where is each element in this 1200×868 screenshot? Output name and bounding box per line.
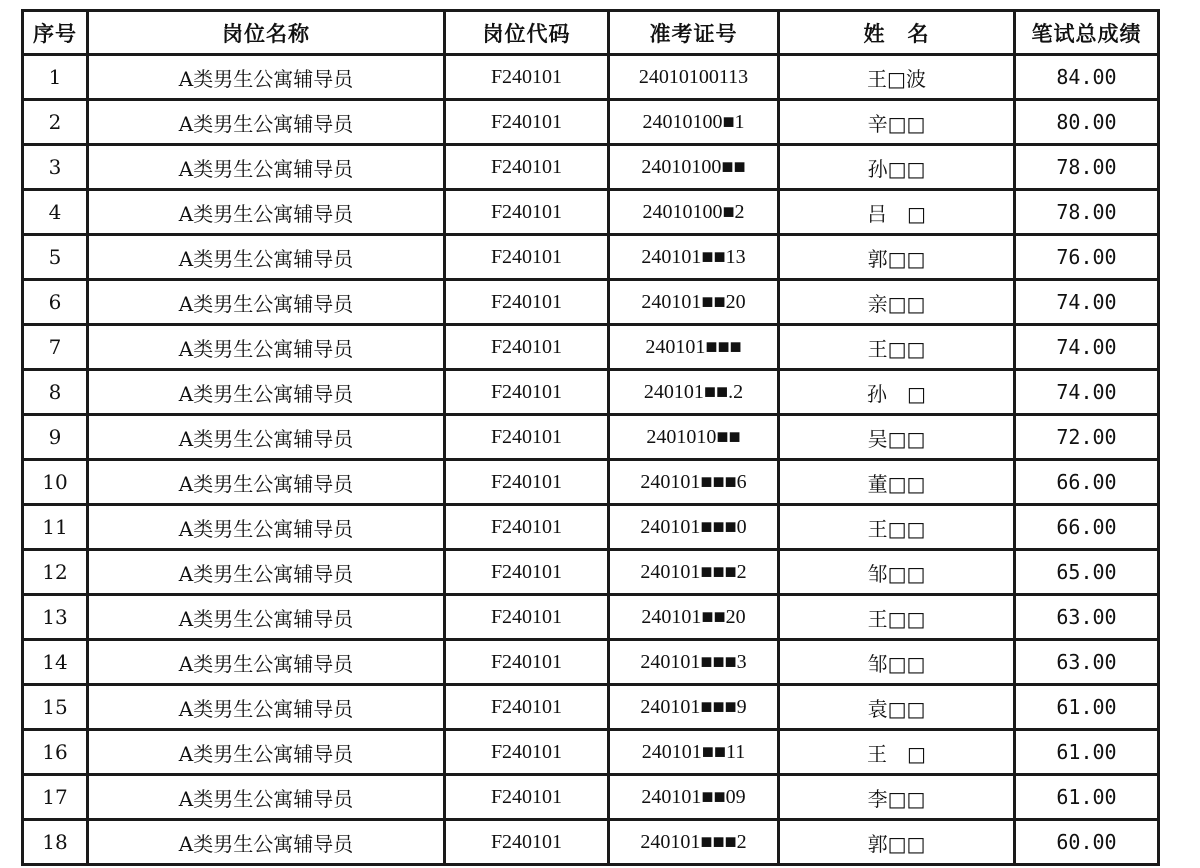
post-code-cell [445,235,609,280]
candidate-name-cell-text: 李□□ [867,786,926,811]
post-name-cell-text: A类男生公寓辅导员 [178,336,354,361]
candidate-name-cell [779,550,1015,595]
serial-number-cell [23,55,88,100]
post-code-cell-text: F240101 [490,695,563,718]
candidate-name-cell [779,280,1015,325]
written-score-cell [1015,145,1159,190]
ticket-number-cell-text: 24010100■■ [641,155,746,178]
candidate-name-cell-text: 王□□ [867,606,926,631]
written-score-cell [1015,100,1159,145]
table-row [23,595,1159,640]
table-row [23,100,1159,145]
ticket-number-cell [609,415,779,460]
written-score-cell [1015,325,1159,370]
post-name-cell-text: A类男生公寓辅导员 [178,831,354,856]
post-name-cell-text: A类男生公寓辅导员 [178,696,354,721]
written-score-cell-text: 61.00 [1056,740,1117,764]
serial-number-cell [23,460,88,505]
post-name-cell [88,820,445,865]
serial-number-cell [23,235,88,280]
written-score-cell-text: 78.00 [1056,200,1117,224]
serial-number-cell-text: 3 [48,155,62,179]
table-row [23,820,1159,865]
post-code-cell-text: F240101 [490,155,563,178]
table-row [23,640,1159,685]
candidate-name-cell-text: 王□波 [867,66,926,91]
post-code-cell [445,505,609,550]
written-score-cell-text: 66.00 [1056,470,1117,494]
written-score-cell [1015,235,1159,280]
ticket-number-cell [609,730,779,775]
post-name-cell-text: A类男生公寓辅导员 [178,471,354,496]
ticket-number-cell-text: 240101■■■2 [640,830,747,853]
serial-number-cell [23,550,88,595]
post-name-cell [88,775,445,820]
candidate-name-cell [779,820,1015,865]
ticket-number-cell-text: 240101■■■2 [640,560,747,583]
ticket-number-cell-text: 2401010■■ [646,425,741,448]
header-serial-number: 序号 [23,11,88,55]
written-score-cell-text: 63.00 [1056,650,1117,674]
ticket-number-cell [609,460,779,505]
post-name-cell [88,505,445,550]
table-row [23,55,1159,100]
written-score-cell [1015,730,1159,775]
post-name-cell [88,190,445,235]
post-name-cell-text: A类男生公寓辅导员 [178,786,354,811]
post-name-cell [88,595,445,640]
ticket-number-cell [609,235,779,280]
post-name-cell [88,460,445,505]
post-code-cell-text: F240101 [490,785,563,808]
post-name-cell [88,280,445,325]
ticket-number-cell-text: 240101■■■6 [640,470,747,493]
serial-number-cell [23,640,88,685]
written-score-cell-text: 60.00 [1056,830,1117,854]
candidate-name-cell-text: 辛□□ [867,111,926,136]
serial-number-cell [23,775,88,820]
post-code-cell [445,820,609,865]
candidate-name-cell [779,415,1015,460]
post-code-cell [445,550,609,595]
candidate-name-cell [779,55,1015,100]
ticket-number-cell [609,775,779,820]
serial-number-cell [23,190,88,235]
post-code-cell [445,460,609,505]
post-code-cell-text: F240101 [490,650,563,673]
post-code-cell-text: F240101 [490,560,563,583]
header-post-name: 岗位名称 [88,11,445,55]
header-ticket-number: 准考证号 [609,11,779,55]
ticket-number-cell [609,190,779,235]
candidate-name-cell-text: 吴□□ [867,426,926,451]
table-row [23,775,1159,820]
post-name-cell-text: A类男生公寓辅导员 [178,246,354,271]
ticket-number-cell-text: 24010100■2 [642,200,745,223]
header-row [23,11,1159,55]
serial-number-cell [23,280,88,325]
post-code-cell-text: F240101 [490,470,563,493]
table-row [23,685,1159,730]
serial-number-cell-text: 5 [48,245,62,269]
table-row [23,370,1159,415]
post-name-cell [88,550,445,595]
serial-number-cell-text: 17 [42,785,68,809]
serial-number-cell-text: 16 [42,740,68,764]
post-code-cell [445,415,609,460]
ticket-number-cell-text: 240101■■■0 [640,515,747,538]
written-score-cell [1015,415,1159,460]
post-name-cell-text: A类男生公寓辅导员 [178,111,354,136]
table-row [23,325,1159,370]
serial-number-cell [23,415,88,460]
written-score-cell [1015,685,1159,730]
ticket-number-cell-text: 240101■■13 [641,245,746,268]
post-code-cell [445,595,609,640]
written-score-cell-text: 74.00 [1056,380,1117,404]
ticket-number-cell [609,505,779,550]
serial-number-cell-text: 12 [42,560,68,584]
ticket-number-cell-text: 24010100■1 [642,110,745,133]
written-score-cell [1015,460,1159,505]
post-code-cell [445,640,609,685]
post-name-cell [88,55,445,100]
table-row [23,550,1159,595]
written-score-cell [1015,820,1159,865]
candidate-name-cell [779,145,1015,190]
written-score-cell-text: 74.00 [1056,335,1117,359]
candidate-name-cell-text: 邹□□ [867,651,926,676]
serial-number-cell [23,595,88,640]
post-code-cell [445,685,609,730]
ticket-number-cell-text: 240101■■11 [641,740,746,763]
candidate-name-cell-text: 王□□ [867,336,926,361]
serial-number-cell [23,730,88,775]
table-row [23,415,1159,460]
table-row [23,235,1159,280]
written-score-cell-text: 74.00 [1056,290,1117,314]
serial-number-cell-text: 9 [48,425,62,449]
candidate-name-cell-text: 王□□ [867,516,926,541]
post-code-cell-text: F240101 [490,335,563,358]
written-score-cell [1015,640,1159,685]
ticket-number-cell-text: 240101■■■9 [640,695,747,718]
serial-number-cell [23,820,88,865]
ticket-number-cell [609,100,779,145]
post-name-cell [88,145,445,190]
post-name-cell [88,370,445,415]
ticket-number-cell [609,55,779,100]
post-name-cell-text: A类男生公寓辅导员 [178,291,354,316]
serial-number-cell-text: 14 [42,650,68,674]
table-row [23,505,1159,550]
post-name-cell [88,685,445,730]
post-code-cell [445,325,609,370]
post-code-cell [445,145,609,190]
post-name-cell-text: A类男生公寓辅导员 [178,741,354,766]
written-score-cell [1015,505,1159,550]
table-header [23,11,1159,55]
candidate-name-cell [779,775,1015,820]
post-name-cell [88,415,445,460]
candidate-name-cell-text: 孙 □ [867,381,926,406]
candidate-name-cell-text: 吕 □ [867,201,926,226]
post-name-cell-text: A类男生公寓辅导员 [178,606,354,631]
post-name-cell-text: A类男生公寓辅导员 [178,561,354,586]
written-score-cell-text: 66.00 [1056,515,1117,539]
table-body [23,55,1159,865]
serial-number-cell-text: 7 [48,335,62,359]
table-row [23,145,1159,190]
written-score-cell-text: 76.00 [1056,245,1117,269]
ticket-number-cell [609,370,779,415]
post-name-cell-text: A类男生公寓辅导员 [178,66,354,91]
written-score-cell-text: 63.00 [1056,605,1117,629]
candidate-name-cell [779,460,1015,505]
candidate-name-cell-text: 孙□□ [867,156,926,181]
post-name-cell-text: A类男生公寓辅导员 [178,381,354,406]
written-score-cell [1015,550,1159,595]
post-code-cell-text: F240101 [490,515,563,538]
ticket-number-cell [609,280,779,325]
candidate-name-cell [779,505,1015,550]
header-written-score: 笔试总成绩 [1015,11,1159,55]
table-row [23,190,1159,235]
post-code-cell [445,370,609,415]
post-name-cell [88,100,445,145]
ticket-number-cell-text: 240101■■09 [641,785,746,808]
header-post-code: 岗位代码 [445,11,609,55]
post-name-cell-text: A类男生公寓辅导员 [178,426,354,451]
candidate-name-cell-text: 郭□□ [867,831,926,856]
serial-number-cell [23,505,88,550]
header-candidate-name: 姓 名 [779,11,1015,55]
table-row [23,280,1159,325]
table-row [23,730,1159,775]
serial-number-cell-text: 1 [48,65,62,89]
written-score-cell-text: 84.00 [1056,65,1117,89]
candidate-name-cell [779,100,1015,145]
serial-number-cell-text: 2 [48,110,62,134]
candidate-name-cell [779,370,1015,415]
post-name-cell-text: A类男生公寓辅导员 [178,651,354,676]
post-code-cell-text: F240101 [490,200,563,223]
post-code-cell-text: F240101 [490,380,563,403]
ticket-number-cell [609,145,779,190]
ticket-number-cell [609,685,779,730]
candidate-name-cell [779,235,1015,280]
post-code-cell-text: F240101 [490,65,563,88]
candidate-name-cell [779,640,1015,685]
candidate-name-cell [779,325,1015,370]
ticket-number-cell-text: 240101■■■3 [640,650,747,673]
serial-number-cell-text: 13 [42,605,68,629]
candidate-name-cell-text: 袁□□ [867,696,926,721]
written-score-cell [1015,280,1159,325]
serial-number-cell-text: 11 [42,515,68,539]
candidate-name-cell-text: 董□□ [867,471,926,496]
serial-number-cell-text: 18 [42,830,68,854]
written-score-cell-text: 78.00 [1056,155,1117,179]
serial-number-cell-text: 8 [48,380,62,404]
ticket-number-cell [609,640,779,685]
ticket-number-cell-text: 240101■■20 [641,605,746,628]
ticket-number-cell [609,820,779,865]
post-name-cell [88,235,445,280]
ticket-number-cell [609,325,779,370]
score-table [21,9,1160,866]
written-score-cell-text: 72.00 [1056,425,1117,449]
written-score-cell [1015,190,1159,235]
post-name-cell-text: A类男生公寓辅导员 [178,201,354,226]
serial-number-cell [23,325,88,370]
ticket-number-cell-text: 240101■■20 [641,290,746,313]
candidate-name-cell-text: 郭□□ [867,246,926,271]
written-score-cell-text: 80.00 [1056,110,1117,134]
table-row [23,460,1159,505]
written-score-cell [1015,775,1159,820]
written-score-cell [1015,55,1159,100]
serial-number-cell [23,145,88,190]
candidate-name-cell [779,595,1015,640]
ticket-number-cell [609,595,779,640]
candidate-name-cell-text: 王 □ [867,741,926,766]
written-score-cell-text: 65.00 [1056,560,1117,584]
written-score-cell-text: 61.00 [1056,785,1117,809]
post-code-cell [445,100,609,145]
post-code-cell [445,55,609,100]
post-name-cell-text: A类男生公寓辅导员 [178,516,354,541]
serial-number-cell [23,685,88,730]
post-code-cell-text: F240101 [490,110,563,133]
serial-number-cell-text: 15 [42,695,68,719]
post-name-cell [88,730,445,775]
written-score-cell-text: 61.00 [1056,695,1117,719]
ticket-number-cell-text: 240101■■.2 [643,380,744,403]
candidate-name-cell [779,190,1015,235]
candidate-name-cell [779,730,1015,775]
post-name-cell [88,640,445,685]
post-name-cell-text: A类男生公寓辅导员 [178,156,354,181]
serial-number-cell [23,370,88,415]
post-code-cell-text: F240101 [490,740,563,763]
serial-number-cell [23,100,88,145]
serial-number-cell-text: 10 [42,470,68,494]
post-code-cell-text: F240101 [490,605,563,628]
post-name-cell [88,325,445,370]
ticket-number-cell-text: 24010100113 [638,65,749,88]
post-code-cell [445,280,609,325]
post-code-cell [445,190,609,235]
candidate-name-cell [779,685,1015,730]
serial-number-cell-text: 4 [48,200,62,224]
ticket-number-cell [609,550,779,595]
post-code-cell-text: F240101 [490,425,563,448]
post-code-cell-text: F240101 [490,290,563,313]
candidate-name-cell-text: 邹□□ [867,561,926,586]
post-code-cell [445,730,609,775]
serial-number-cell-text: 6 [48,290,62,314]
written-score-cell [1015,595,1159,640]
post-code-cell [445,775,609,820]
post-code-cell-text: F240101 [490,245,563,268]
candidate-name-cell-text: 亲□□ [867,291,926,316]
written-score-cell [1015,370,1159,415]
post-code-cell-text: F240101 [490,830,563,853]
ticket-number-cell-text: 240101■■■ [645,335,742,358]
